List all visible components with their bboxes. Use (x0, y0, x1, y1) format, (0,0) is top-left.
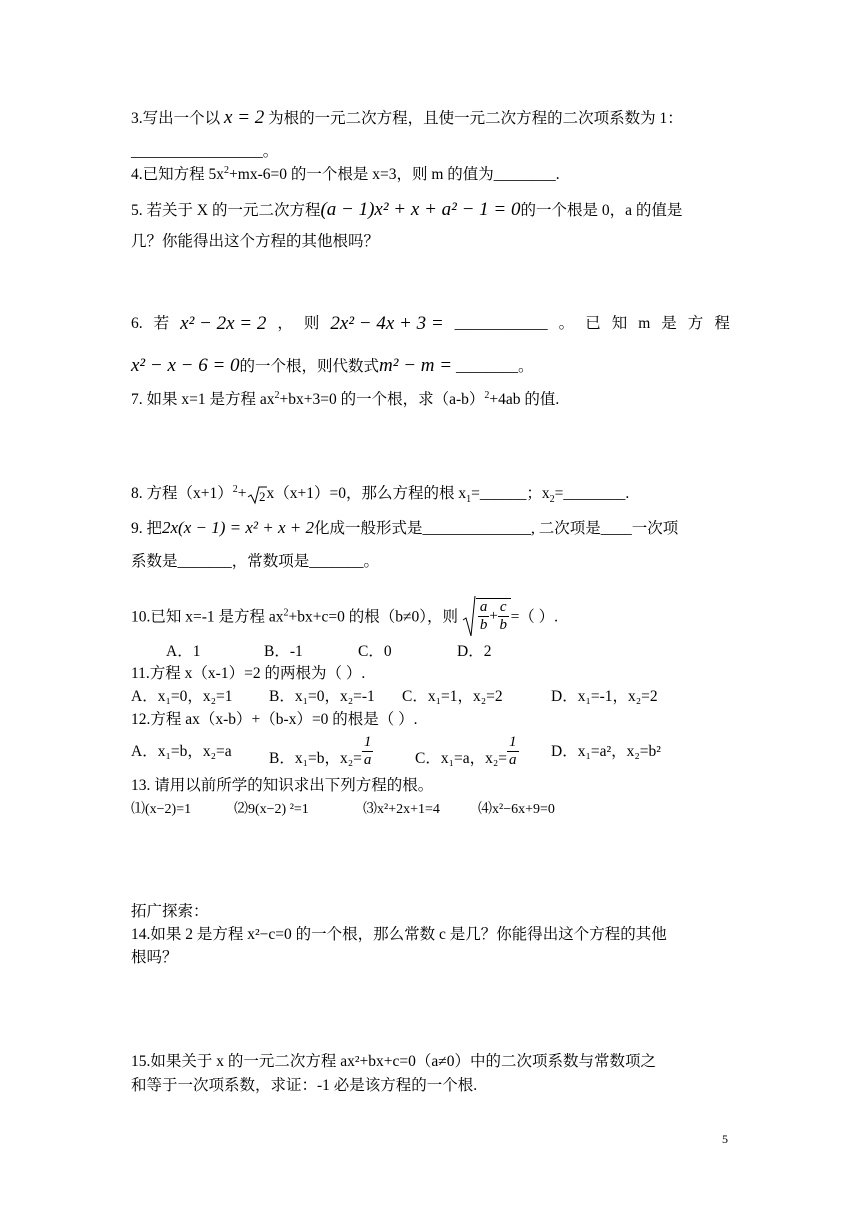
q7-sup2: 2 (484, 389, 490, 401)
q6-expr1: x² − 2x = 2 (180, 313, 267, 334)
q9-a: 9. 把 (131, 520, 163, 537)
q3-prefix: 3.写出一个以 (131, 110, 225, 127)
q6-p10: 是 (661, 315, 677, 332)
q12-option-c-frac (507, 734, 519, 769)
q6-p2: 若 (153, 315, 170, 332)
q8-sup: 2 (232, 483, 238, 495)
q5-prefix: 5. 若关于 X 的一元二次方程 (131, 202, 321, 219)
q3-line (131, 108, 683, 129)
q13-item-1: ⑴(x−2)=1 (131, 802, 192, 817)
q10-sqrt (462, 596, 511, 640)
q11-option-a: A．x₁=0，x₂=1 (131, 688, 233, 705)
q11-option-b: B．x₁=0，x₂=-1 (269, 688, 375, 705)
q5-line1 (131, 200, 682, 221)
q13-text: 13. 请用以前所学的知识求出下列方程的根。 (131, 777, 434, 794)
q10-b: +bx+c=0 的根（b≠0），则 (288, 608, 459, 626)
q12-option-b-text: B．x₁=b，x₂= (269, 750, 362, 768)
q4-text-b: +mx-6=0 的一个根是 x=3，则 m 的值为________. (229, 166, 560, 183)
q15-line2: 和等于一次项系数，求证：-1 必是该方程的一个根. (131, 1077, 478, 1094)
q12-c-num: 1 (509, 734, 517, 750)
q12-option-c (415, 734, 519, 777)
q12-option-d: D．x₁=a²，x₂=b² (551, 743, 661, 760)
q9-line1 (131, 518, 678, 539)
q12-b-den: a (363, 752, 372, 768)
q4-line (131, 165, 560, 185)
q6-p12: 程 (714, 315, 730, 332)
q6-l2-mid: 的一个根，则代数式 (239, 358, 380, 375)
section-title: 拓广探索： (131, 903, 209, 920)
q12-option-c-text: C．x₁=a，x₂= (415, 750, 508, 768)
q10-radicand (476, 598, 511, 634)
q3-suffix: 为根的一元二次方程，且使一元二次方程的二次项系数为 1： (264, 110, 683, 127)
q10-f2-num: c (499, 599, 507, 615)
q11-option-d: D．x₁=-1，x₂=2 (551, 688, 658, 705)
q7-a: 7. 如果 x=1 是方程 ax (131, 391, 275, 408)
q10-f1-num: a (479, 599, 488, 615)
page-number: 5 (722, 1132, 728, 1146)
q12-option-b-frac (362, 734, 374, 769)
q9-b: 化成一般形式是______________, 二次项是____一次项 (314, 520, 679, 537)
q6-p9: m (638, 315, 651, 332)
q3-expr: x = 2 (224, 107, 265, 128)
svg-text:2: 2 (258, 488, 265, 504)
q6-line2 (131, 356, 533, 377)
q8-b: + (237, 485, 247, 502)
q13-item-2: ⑵9(x−2) ²=1 (234, 802, 309, 817)
q6-l2-expr: x² − x − 6 = 0 (131, 355, 240, 376)
q10-a: 10.已知 x=-1 是方程 ax (131, 608, 284, 626)
q6-p4: 则 (303, 315, 320, 332)
q6-p11: 方 (687, 315, 704, 332)
q10-frac2 (498, 599, 509, 634)
q10-plus: + (489, 608, 498, 625)
q7-c: +4ab 的值. (489, 391, 560, 408)
q6-line1 (131, 314, 730, 334)
q10-option-b: B．-1 (264, 643, 303, 660)
q10-option-c: C．0 (358, 643, 392, 660)
q11-option-c: C．x₁=1，x₂=2 (402, 688, 503, 705)
q12-b-num: 1 (363, 734, 372, 750)
q14-line2: 根吗？ (131, 949, 178, 966)
q6-l2-expr2: m² − m = (379, 355, 453, 376)
q6-expr2: 2x² − 4x + 3 = (330, 313, 444, 334)
q11-text: 11.方程 x（x-1）=2 的两根为（ ）. (131, 665, 366, 682)
q7-b: +bx+3=0 的一个根，求（a-b） (279, 391, 485, 408)
q10-option-d: D．2 (457, 643, 492, 660)
q3-blank: _________________。 (131, 143, 279, 160)
q5-suffix: 的一个根是 0，a 的值是 (520, 202, 683, 219)
q8-d: =______；x (471, 485, 550, 502)
q6-l2-end: ________。 (452, 358, 534, 375)
q6-p3: ， (277, 315, 293, 332)
q10-option-a: A．1 (166, 643, 201, 660)
q4-sup: 2 (224, 164, 230, 176)
q6-p8: 知 (611, 315, 628, 332)
q14-line1: 14.如果 2 是方程 x²−c=0 的一个根，那么常数 c 是几？你能得出这个方程的其他 (131, 926, 667, 943)
q8-line (131, 484, 629, 505)
q10-sup: 2 (283, 607, 289, 619)
q12-c-den: a (509, 752, 517, 768)
q8-sub1: 1 (466, 494, 472, 506)
sqrt2-symbol (247, 484, 267, 504)
q15-line1: 15.如果关于 x 的一元二次方程 ax²+bx+c=0（a≠0）中的二次项系数与常数项之 (131, 1053, 657, 1070)
q13-item-3: ⑶x²+2x+1=4 (363, 802, 440, 817)
q12-text: 12.方程 ax（x-b）+（b-x）=0 的根是（ ）. (131, 711, 418, 728)
q9-line2: 系数是_______，常数项是_______。 (131, 553, 380, 570)
q9-expr: 2x(x − 1) = x² + x + 2 (162, 518, 315, 537)
q7-line (131, 390, 559, 410)
q10-frac1 (478, 599, 490, 634)
q6-p7: 已 (585, 315, 601, 332)
q10-c: =（ ）. (510, 608, 559, 626)
q8-c: x（x+1）=0，那么方程的根 x (266, 485, 467, 502)
q13-item-4: ⑷x²−6x+9=0 (478, 802, 555, 817)
q10-f2-den: b (499, 617, 507, 633)
q12-option-b (269, 734, 373, 777)
q6-blank: ____________ (454, 315, 548, 332)
q10-f1-den: b (479, 617, 488, 633)
q12-option-a: A．x₁=b，x₂=a (131, 743, 232, 760)
q6-p6: 。 (558, 315, 575, 332)
q5-expr: (a − 1)x² + x + a² − 1 = 0 (320, 199, 521, 220)
q8-e: =________. (554, 485, 630, 502)
q7-sup1: 2 (274, 389, 280, 401)
q5-line2: 几？你能得出这个方程的其他根吗？ (131, 233, 380, 250)
q4-text-a: 4.已知方程 5x (131, 166, 225, 183)
q8-a: 8. 方程（x+1） (131, 485, 233, 502)
q10-line (131, 596, 558, 640)
q8-sub2: 2 (549, 494, 555, 506)
q6-p1: 6. (131, 315, 143, 332)
